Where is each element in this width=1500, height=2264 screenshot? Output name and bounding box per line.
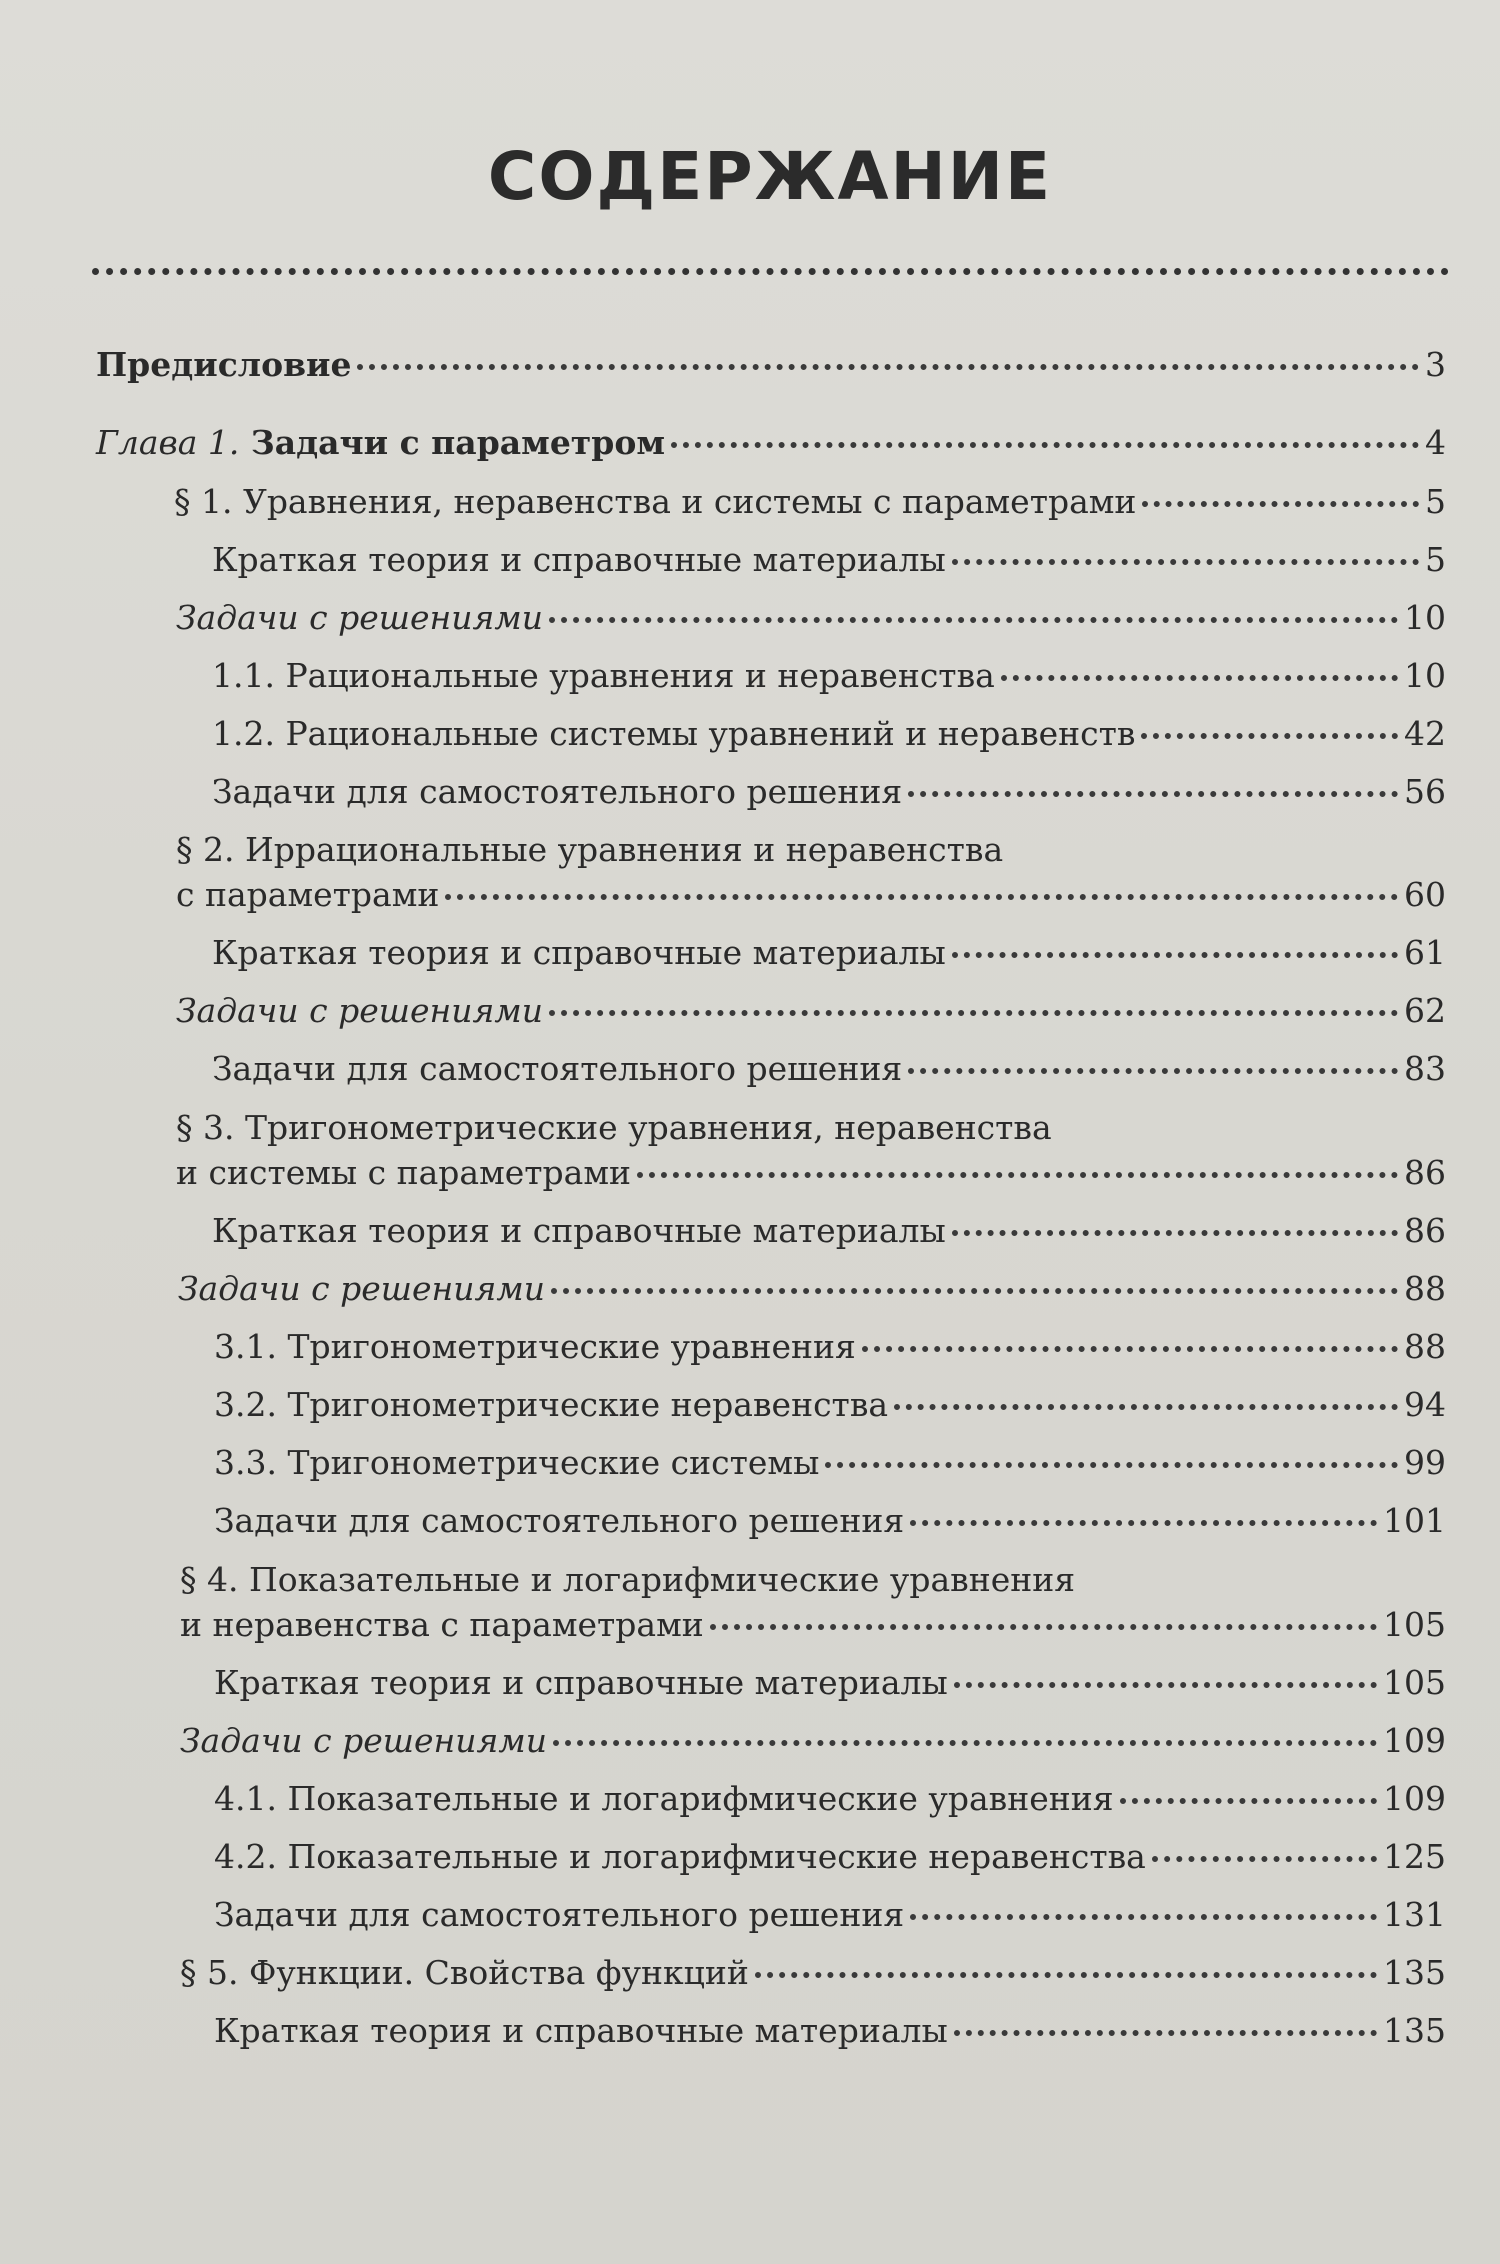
- toc-leader-dots: [862, 1346, 1398, 1352]
- toc-page-number: 10: [1404, 598, 1446, 637]
- toc-entry: [214, 1837, 1446, 1877]
- toc-entry-section-2-line1: § 2. Иррациональные уравнения и неравенства: [176, 830, 1004, 869]
- toc-page-number: 131: [1383, 1895, 1446, 1934]
- toc-entry-text: Краткая теория и справочные материалы: [214, 1663, 948, 1702]
- toc-entry-section-5: [180, 1953, 1446, 1993]
- toc-entry: [214, 1385, 1446, 1425]
- toc-entry-text: и неравенства с параметрами: [180, 1605, 704, 1644]
- toc-entry: [214, 1779, 1446, 1819]
- toc-leader-dots: [755, 1972, 1377, 1978]
- toc-page-number: 61: [1404, 933, 1446, 972]
- toc-entry-text: с параметрами: [176, 875, 440, 914]
- toc-leader-dots: [1152, 1856, 1377, 1862]
- toc-leader-dots: [445, 894, 1398, 900]
- toc-page-number: 101: [1383, 1501, 1446, 1540]
- toc-entry-text: Задачи для самостоятельного решения: [214, 1501, 905, 1540]
- toc-entry-chapter-1: [96, 423, 1446, 463]
- toc-entry: [212, 772, 1446, 812]
- toc-page-number: 109: [1383, 1779, 1446, 1818]
- toc-leader-dots: [553, 1740, 1377, 1746]
- toc-leader-dots: [952, 952, 1398, 958]
- toc-page-number: 62: [1404, 991, 1446, 1030]
- toc-entry-text: Краткая теория и справочные материалы: [214, 2011, 948, 2050]
- toc-leader-dots: [894, 1404, 1398, 1410]
- toc-entry-text: § 1. Уравнения, неравенства и системы с параметрами: [174, 482, 1137, 521]
- toc-page-number: 105: [1383, 1663, 1446, 1702]
- toc-entry: [214, 2011, 1446, 2051]
- toc-leader-dots: [710, 1624, 1377, 1630]
- toc-entry-text: Задачи с решениями: [180, 1721, 547, 1760]
- toc-leader-dots: [908, 1068, 1398, 1074]
- toc-entry-text: Задачи с решениями: [178, 1269, 545, 1308]
- toc-entry-text: Краткая теория и справочные материалы: [212, 1211, 946, 1250]
- chapter-number: Глава 1.: [96, 423, 240, 462]
- toc-leader-dots: [908, 791, 1398, 797]
- toc-entry: [214, 1663, 1446, 1703]
- toc-leader-dots: [954, 1682, 1377, 1688]
- toc-leader-dots: [1141, 733, 1398, 739]
- toc-leader-dots: [1142, 501, 1419, 507]
- toc-entry-text: и системы с параметрами: [176, 1153, 632, 1192]
- toc-page-number: 135: [1383, 1953, 1446, 1992]
- toc-entry-section-1: [174, 482, 1446, 522]
- toc-entry-text: Предисловие: [96, 345, 352, 384]
- toc-entry-text: Задачи с решениями: [176, 991, 543, 1030]
- toc-page-number: 125: [1383, 1837, 1446, 1876]
- toc-page-number: 60: [1404, 875, 1446, 914]
- toc-leader-dots: [357, 364, 1419, 370]
- toc-page-number: 86: [1404, 1153, 1446, 1192]
- toc-entry-preface: [96, 345, 1446, 385]
- toc-entry: [214, 1443, 1446, 1483]
- toc-page-number: 99: [1404, 1443, 1446, 1482]
- toc-entry: [214, 1895, 1446, 1935]
- toc-entry: [212, 714, 1446, 754]
- toc-page-number: 88: [1404, 1269, 1446, 1308]
- toc-entry-text: Краткая теория и справочные материалы: [212, 540, 946, 579]
- toc-entry: [212, 1049, 1446, 1089]
- toc-entry-text: 3.1. Тригонометрические уравнения: [214, 1327, 856, 1366]
- chapter-title: Задачи с параметром: [239, 423, 666, 462]
- page-title: СОДЕРЖАНИЕ: [487, 138, 1053, 215]
- toc-entry-section-2: [176, 875, 1446, 915]
- toc-leader-dots: [637, 1172, 1398, 1178]
- toc-page-number: 42: [1404, 714, 1446, 753]
- toc-page-number: 4: [1425, 423, 1446, 462]
- toc-entry: [212, 656, 1446, 696]
- toc-leader-dots: [1001, 675, 1398, 681]
- toc-page-number: 83: [1404, 1049, 1446, 1088]
- toc-entry: [214, 1501, 1446, 1541]
- toc-entry-text: Краткая теория и справочные материалы: [212, 933, 946, 972]
- toc-leader-dots: [952, 559, 1419, 565]
- toc-entry-text: Задачи с решениями: [176, 598, 543, 637]
- toc-entry: [212, 540, 1446, 580]
- toc-page-number: 109: [1383, 1721, 1446, 1760]
- toc-page-number: 56: [1404, 772, 1446, 811]
- toc-page-number: 5: [1425, 540, 1446, 579]
- toc-page-number: 86: [1404, 1211, 1446, 1250]
- toc-entry-section-3: [176, 1153, 1446, 1193]
- toc-entry: [178, 1269, 1446, 1309]
- toc-page-number: 88: [1404, 1327, 1446, 1366]
- toc-entry-text: Задачи для самостоятельного решения: [214, 1895, 905, 1934]
- toc-entry-text: 4.2. Показательные и логарифмические неравенства: [214, 1837, 1146, 1876]
- toc-entry: [180, 1721, 1446, 1761]
- toc-leader-dots: [551, 1288, 1398, 1294]
- toc-entry-section-4: [180, 1605, 1446, 1645]
- toc-leader-dots: [910, 1520, 1377, 1526]
- toc-entry-text: 3.3. Тригонометрические системы: [214, 1443, 820, 1482]
- toc-entry-text: 4.1. Показательные и логарифмические уравнения: [214, 1779, 1114, 1818]
- toc-entry: [212, 933, 1446, 973]
- toc-page-number: 3: [1425, 345, 1446, 384]
- toc-page-number: 105: [1383, 1605, 1446, 1644]
- toc-leader-dots: [549, 617, 1398, 623]
- toc-entry-section-4-line1: § 4. Показательные и логарифмические уравнения: [180, 1560, 1076, 1599]
- toc-entry-text: 3.2. Тригонометрические неравенства: [214, 1385, 889, 1424]
- toc-leader-dots: [952, 1230, 1398, 1236]
- toc-leader-dots: [910, 1914, 1377, 1920]
- toc-entry-text: [96, 423, 665, 463]
- toc-entry-text: § 5. Функции. Свойства функций: [180, 1953, 749, 1992]
- toc-leader-dots: [1120, 1798, 1377, 1804]
- toc-leader-dots: [954, 2030, 1377, 2036]
- toc-entry-text: 1.1. Рациональные уравнения и неравенства: [212, 656, 995, 695]
- toc-page-number: 135: [1383, 2011, 1446, 2050]
- toc-entry: [176, 598, 1446, 638]
- toc-entry: [176, 991, 1446, 1031]
- toc-entry-text: Задачи для самостоятельного решения: [212, 1049, 903, 1088]
- toc-entry-text: Задачи для самостоятельного решения: [212, 772, 903, 811]
- toc-page-number: 5: [1425, 482, 1446, 521]
- toc-leader-dots: [825, 1462, 1398, 1468]
- toc-entry: [214, 1327, 1446, 1367]
- toc-leader-dots: [549, 1010, 1398, 1016]
- toc-entry-text: 1.2. Рациональные системы уравнений и неравенств: [212, 714, 1136, 753]
- toc-entry-section-3-line1: § 3. Тригонометрические уравнения, неравенства: [176, 1108, 1052, 1147]
- toc-entry: [212, 1211, 1446, 1251]
- toc-page-number: 10: [1404, 656, 1446, 695]
- toc-page-number: 94: [1404, 1385, 1446, 1424]
- toc-leader-dots: [671, 442, 1419, 448]
